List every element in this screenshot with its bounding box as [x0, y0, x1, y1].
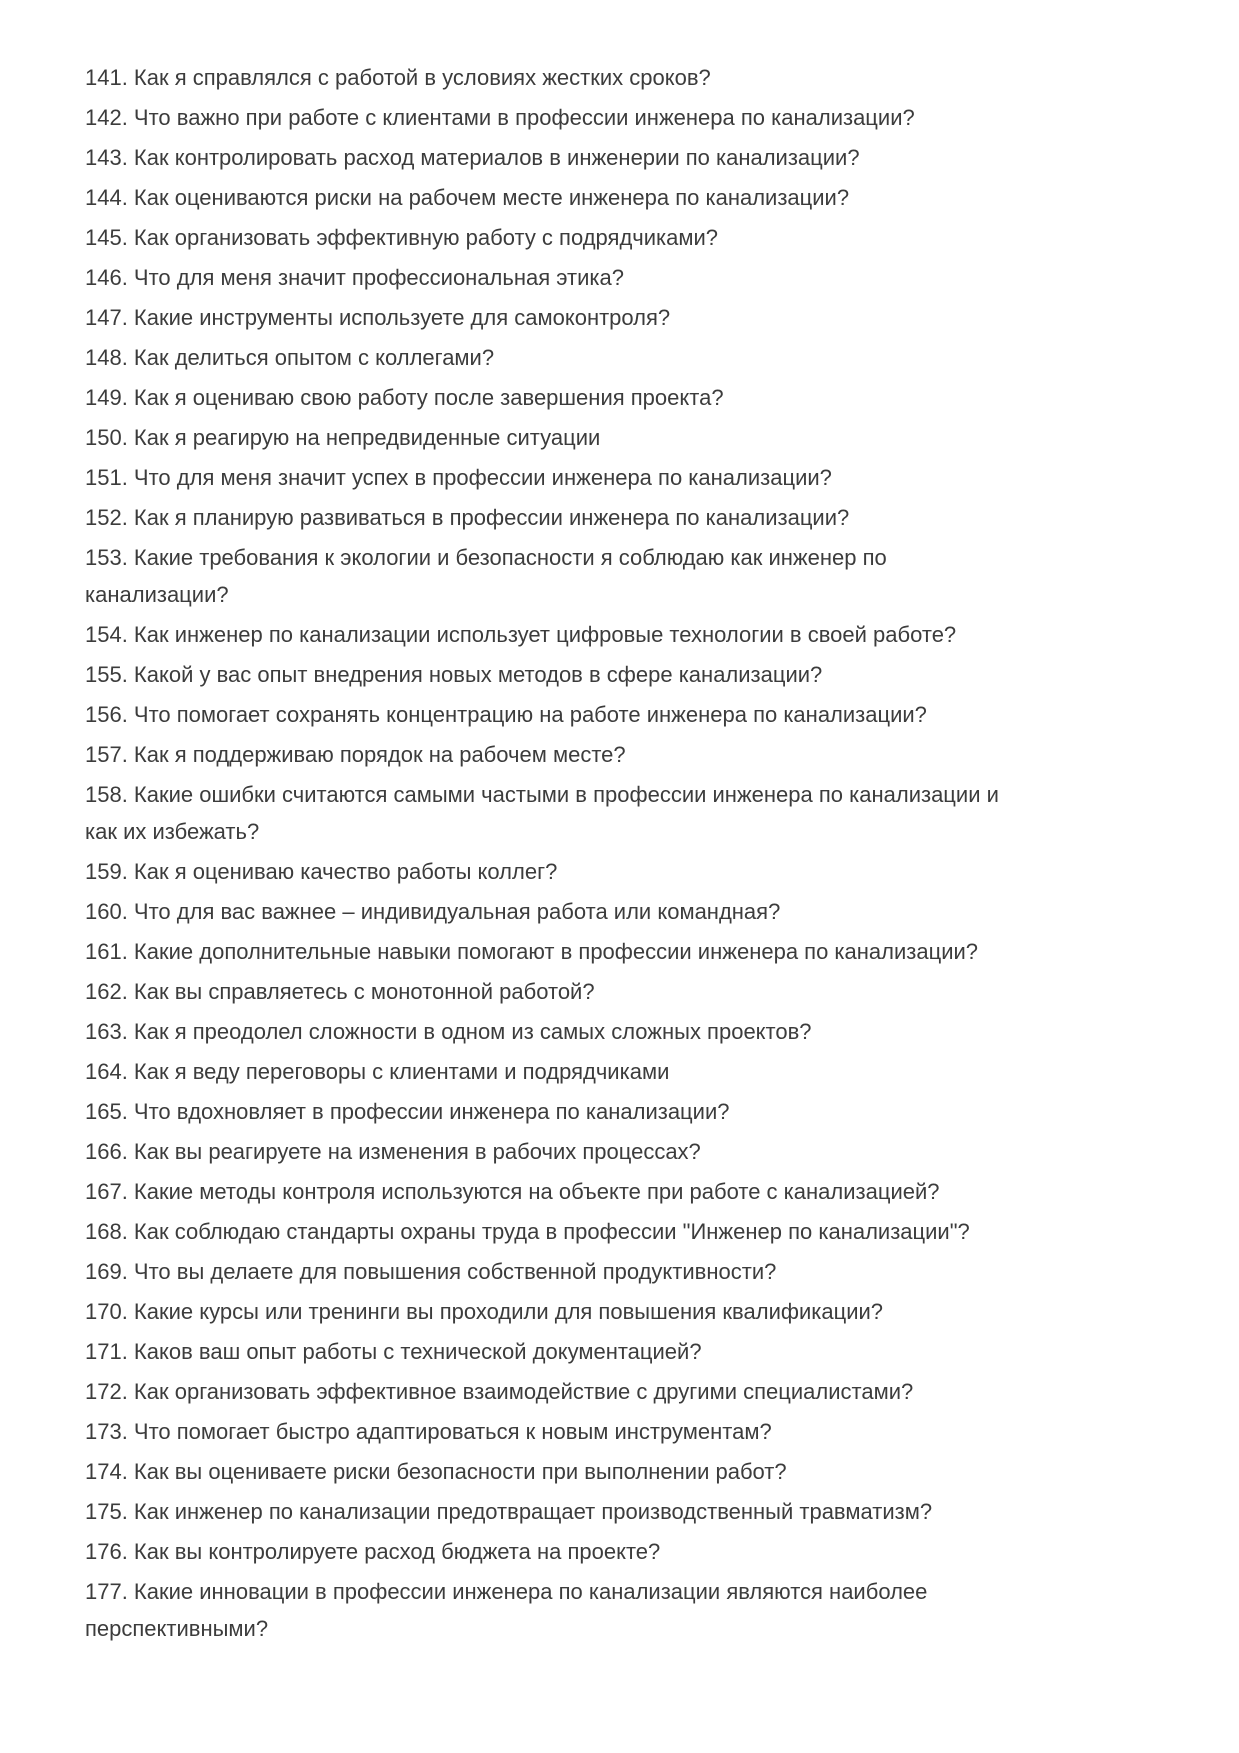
question-line: 165. Что вдохновляет в профессии инженера по канализации?: [85, 1099, 730, 1124]
question-line: 154. Как инженер по канализации использует цифровые технологии в своей работе?: [85, 622, 957, 647]
question-item: [85, 853, 1155, 890]
question-item: [85, 933, 1155, 970]
question-item: [85, 379, 1155, 416]
question-line: 145. Как организовать эффективную работу с подрядчиками?: [85, 225, 719, 250]
question-item: [85, 656, 1155, 693]
question-line: 160. Что для вас важнее – индивидуальная работа или командная?: [85, 899, 781, 924]
question-line: 163. Как я преодолел сложности в одном из самых сложных проектов?: [85, 1019, 812, 1044]
question-item: [85, 893, 1155, 930]
question-line: 164. Как я веду переговоры с клиентами и подрядчиками: [85, 1059, 670, 1084]
question-item: [85, 499, 1155, 536]
question-item: [85, 1373, 1155, 1410]
question-item: [85, 419, 1155, 456]
question-item: [85, 1533, 1155, 1570]
question-line: 173. Что помогает быстро адаптироваться к новым инструментам?: [85, 1419, 772, 1444]
question-item: [85, 1453, 1155, 1490]
question-line: 143. Как контролировать расход материалов в инженерии по канализации?: [85, 145, 860, 170]
question-line: 177. Какие инновации в профессии инженера по канализации являются наиболее: [85, 1579, 928, 1604]
question-line: 174. Как вы оцениваете риски безопасности при выполнении работ?: [85, 1459, 787, 1484]
question-line: 169. Что вы делаете для повышения собственной продуктивности?: [85, 1259, 777, 1284]
question-line: 141. Как я справлялся с работой в условиях жестких сроков?: [85, 65, 711, 90]
question-item: [85, 1093, 1155, 1130]
question-item: [85, 299, 1155, 336]
question-item: [85, 616, 1155, 653]
questions-list: [85, 59, 1155, 1647]
question-line: 142. Что важно при работе с клиентами в профессии инженера по канализации?: [85, 105, 915, 130]
question-item: [85, 59, 1155, 96]
question-item: [85, 1253, 1155, 1290]
question-line: 149. Как я оцениваю свою работу после завершения проекта?: [85, 385, 724, 410]
question-item: [85, 1053, 1155, 1090]
question-line: 172. Как организовать эффективное взаимодействие с другими специалистами?: [85, 1379, 914, 1404]
question-line: 161. Какие дополнительные навыки помогают в профессии инженера по канализации?: [85, 939, 979, 964]
question-line: 157. Как я поддерживаю порядок на рабочем месте?: [85, 742, 626, 767]
question-line: 158. Какие ошибки считаются самыми частыми в профессии инженера по канализации и: [85, 782, 999, 807]
question-item: [85, 459, 1155, 496]
question-line: 175. Как инженер по канализации предотвращает производственный травматизм?: [85, 1499, 933, 1524]
question-line: 176. Как вы контролируете расход бюджета на проекте?: [85, 1539, 661, 1564]
question-item: [85, 1213, 1155, 1250]
question-item: [85, 1493, 1155, 1530]
question-item: [85, 219, 1155, 256]
question-line: 148. Как делиться опытом с коллегами?: [85, 345, 495, 370]
question-line: 162. Как вы справляетесь с монотонной работой?: [85, 979, 595, 1004]
question-line: 159. Как я оцениваю качество работы коллег?: [85, 859, 558, 884]
question-item: [85, 1573, 1155, 1647]
question-line: 146. Что для меня значит профессиональная этика?: [85, 265, 624, 290]
question-item: [85, 139, 1155, 176]
question-item: [85, 1013, 1155, 1050]
question-line: 168. Как соблюдаю стандарты охраны труда в профессии "Инженер по канализации"?: [85, 1219, 970, 1244]
question-item: [85, 776, 1155, 850]
question-line: 156. Что помогает сохранять концентрацию на работе инженера по канализации?: [85, 702, 927, 727]
question-item: [85, 339, 1155, 376]
question-item: [85, 1333, 1155, 1370]
question-line: 167. Какие методы контроля используются на объекте при работе с канализацией?: [85, 1179, 940, 1204]
question-line: 144. Как оцениваются риски на рабочем месте инженера по канализации?: [85, 185, 850, 210]
question-line: 150. Как я реагирую на непредвиденные ситуации: [85, 425, 601, 450]
question-line: 153. Какие требования к экологии и безопасности я соблюдаю как инженер по: [85, 545, 887, 570]
question-item: [85, 1413, 1155, 1450]
question-line: 166. Как вы реагируете на изменения в рабочих процессах?: [85, 1139, 701, 1164]
question-item: [85, 1173, 1155, 1210]
question-line: как их избежать?: [85, 819, 260, 844]
question-item: [85, 259, 1155, 296]
question-item: [85, 736, 1155, 773]
question-line: 170. Какие курсы или тренинги вы проходили для повышения квалификации?: [85, 1299, 884, 1324]
question-item: [85, 973, 1155, 1010]
question-item: [85, 539, 1155, 613]
question-line: канализации?: [85, 582, 229, 607]
question-item: [85, 1293, 1155, 1330]
question-item: [85, 99, 1155, 136]
question-item: [85, 696, 1155, 733]
question-line: перспективными?: [85, 1616, 269, 1641]
question-line: 171. Каков ваш опыт работы с технической документацией?: [85, 1339, 702, 1364]
question-line: 151. Что для меня значит успех в профессии инженера по канализации?: [85, 465, 832, 490]
question-item: [85, 1133, 1155, 1170]
question-line: 152. Как я планирую развиваться в профессии инженера по канализации?: [85, 505, 850, 530]
question-item: [85, 179, 1155, 216]
question-line: 155. Какой у вас опыт внедрения новых методов в сфере канализации?: [85, 662, 823, 687]
question-line: 147. Какие инструменты используете для самоконтроля?: [85, 305, 671, 330]
